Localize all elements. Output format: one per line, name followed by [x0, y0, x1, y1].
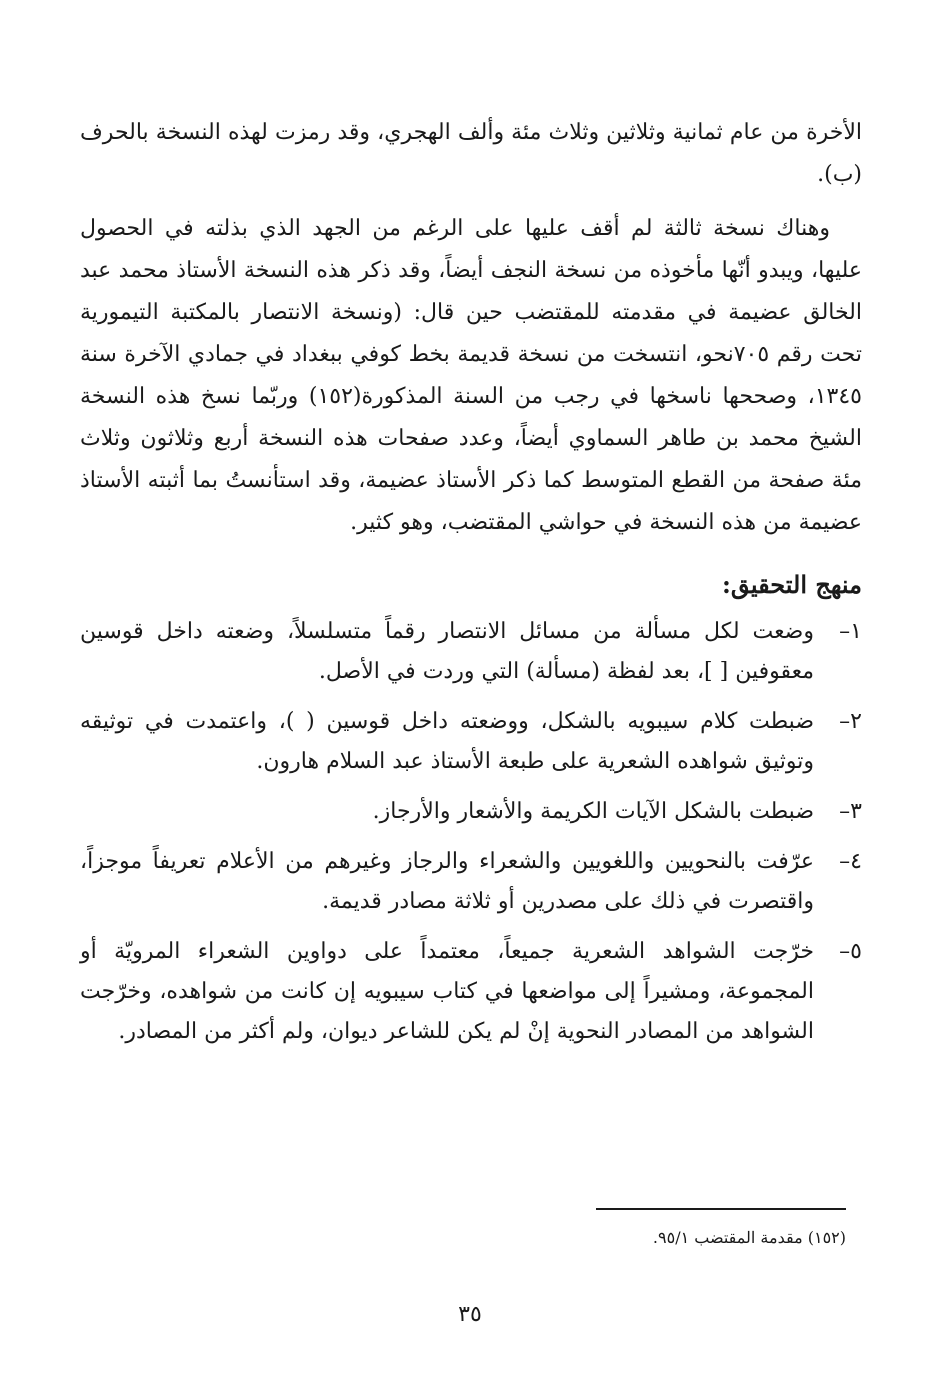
list-item — [80, 702, 862, 782]
item-number: ٤– — [839, 849, 862, 874]
footnote-divider — [596, 1208, 846, 1210]
item-text: عرّفت بالنحويين واللغويين والشعراء والرجاز وغيرهم من الأعلام تعريفاً موجزاً، واقتصرت في ذلك على مصدرين أو ثلاثة مصادر قديمة. — [80, 849, 814, 914]
page-number: ٣٥ — [458, 1302, 482, 1327]
list-item — [80, 612, 862, 692]
footnote: (١٥٢) مقدمة المقتضب ٩٥/١. — [652, 1228, 846, 1247]
method-list — [80, 612, 862, 1052]
list-item — [80, 792, 862, 832]
item-text: خرّجت الشواهد الشعرية جميعاً، معتمداً على دواوين الشعراء المرويّة أو المجموعة، ومشيراً إلى مواضعها في كتاب سيبويه إن كانت من شواهده، وخرّجت الشواهد من المصادر النحوية إنْ لم يكن للشاعر ديوان، ولم أكثر من المصادر. — [80, 939, 814, 1044]
paragraph: وهناك نسخة ثالثة لم أقف عليها على الرغم من الجهد الذي بذلته في الحصول عليها، ويبدو أنّها مأخوذه من نسخة النجف أيضاً، وقد ذكر هذه النسخة الأستاذ محمد عبد الخالق عضيمة في مقدمته للمقتضب حين قال: (ونسخة الانتصار بالمكتبة التيمورية تحت رقم ٧٠٥نحو، انتسخت من نسخة قديمة بخط كوفي ببغداد في جمادي الآخرة سنة ١٣٤٥، وصححها ناسخها في رجب من السنة المذكورة(١٥٢) وربّما نسخ هذه النسخة الشيخ محمد بن طاهر السماوي أيضاً، وعدد صفحات هذه النسخة أربع وثلاثون وثلاث مئة صفحة من القطع المتوسط كما ذكر الأستاذ عضيمة، وقد استأنستُ بما أثبته الأستاذ عضيمة من هذه النسخة في حواشي المقتضب، وهو كثير. — [80, 216, 862, 535]
list-item — [80, 932, 862, 1052]
section-heading: منهج التحقيق: — [722, 570, 862, 599]
item-text: ضبطت بالشكل الآيات الكريمة والأشعار والأرجاز. — [372, 799, 814, 824]
item-text: وضعت لكل مسألة من مسائل الانتصار رقماً متسلسلاً، وضعته داخل قوسين معقوفين [ ]، بعد لفظة (مسألة) التي وردت في الأصل. — [80, 619, 814, 684]
item-number: ٢– — [839, 709, 862, 734]
item-text: ضبطت كلام سيبويه بالشكل، ووضعته داخل قوسين ( )، واعتمدت في توثيقه وتوثيق شواهده الشعرية على طبعة الأستاذ عبد السلام هارون. — [80, 709, 814, 774]
page-body — [80, 112, 862, 1062]
item-number: ٥– — [839, 939, 862, 964]
item-number: ٣– — [839, 799, 862, 824]
paragraph: الأخرة من عام ثمانية وثلاثين وثلاث مئة وألف الهجري، وقد رمزت لهذه النسخة بالحرف (ب). — [80, 120, 862, 187]
list-item — [80, 842, 862, 922]
item-number: ١– — [839, 619, 862, 644]
